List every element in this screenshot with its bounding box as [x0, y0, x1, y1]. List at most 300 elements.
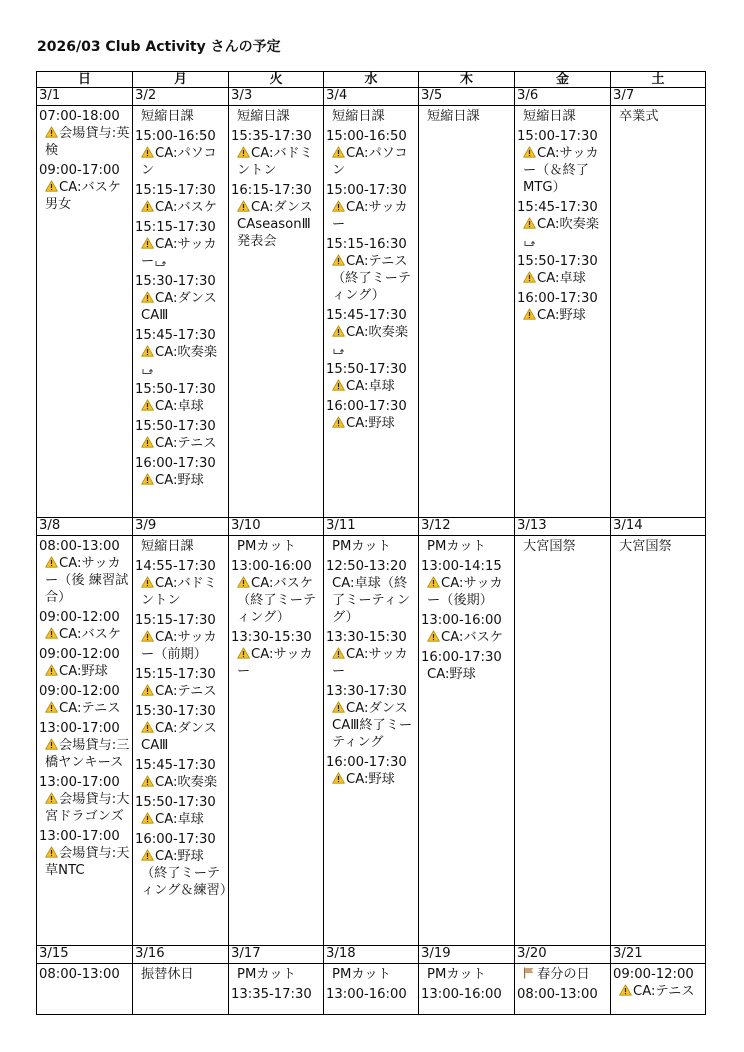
day-cell[interactable]: [133, 536, 234, 946]
calendar-event[interactable]: [135, 831, 234, 899]
event-detail: [326, 575, 417, 626]
day-note-text: 短縮日課: [237, 109, 290, 124]
calendar-event[interactable]: [326, 307, 417, 358]
event-detail: [135, 811, 227, 828]
event-detail: [231, 199, 322, 250]
repeat-icon: [523, 236, 535, 246]
event-detail: [421, 666, 513, 683]
warning-icon: [523, 271, 536, 283]
event-detail: [39, 626, 131, 643]
event-detail: [231, 646, 322, 680]
calendar-event[interactable]: [135, 182, 227, 216]
warning-icon: [141, 291, 154, 303]
date-label[interactable]: 3/16: [133, 946, 229, 964]
date-label[interactable]: 3/15: [37, 946, 133, 964]
day-note-text: PMカット: [427, 967, 486, 982]
calendar-event[interactable]: [135, 757, 227, 791]
event-title: CA:サッカー（後期）: [427, 576, 503, 608]
event-title: CA:ダンスCAⅢ終了ミーティング: [332, 701, 413, 750]
event-detail: [326, 646, 417, 680]
warning-icon: [45, 126, 58, 138]
event-time: 13:00-17:00: [39, 829, 120, 844]
calendar-event[interactable]: [231, 182, 322, 250]
warning-icon: [237, 146, 250, 158]
warning-icon: [141, 812, 154, 824]
calendar-event[interactable]: [135, 703, 227, 754]
event-time: 16:00-17:30: [326, 755, 407, 770]
calendar-event[interactable]: [135, 327, 227, 378]
event-time: 08:00-13:00: [39, 539, 120, 554]
event-time: 13:00-16:00: [231, 559, 312, 574]
calendar-event[interactable]: [326, 558, 417, 626]
event-time: 15:35-17:30: [231, 129, 312, 144]
calendar-event[interactable]: [326, 361, 417, 395]
event-detail: [135, 236, 227, 270]
warning-icon: [141, 237, 154, 249]
event-detail: [135, 720, 227, 754]
event-detail: [517, 216, 609, 250]
month-calendar: [36, 71, 706, 1015]
calendar-event[interactable]: [326, 398, 417, 432]
event-time: 12:50-13:20: [326, 559, 407, 574]
date-label[interactable]: 3/17: [229, 946, 324, 964]
event-time: 15:50-17:30: [135, 795, 216, 810]
calendar-event[interactable]: [39, 774, 131, 825]
event-detail: [39, 791, 131, 825]
event-time: 16:00-17:30: [421, 650, 502, 665]
day-note-text: 卒業式: [619, 109, 659, 124]
date-label[interactable]: 3/5: [419, 88, 515, 106]
event-title: CA:吹奏楽: [155, 345, 218, 360]
event-detail: [135, 344, 227, 378]
event-title: CA:野球: [427, 667, 476, 682]
event-title: CA:サッカー（前期）: [141, 630, 217, 662]
calendar-event[interactable]: [39, 683, 131, 717]
event-time: 13:00-16:00: [326, 987, 407, 1002]
day-note[interactable]: [421, 538, 513, 555]
calendar-event[interactable]: [135, 381, 227, 415]
warning-icon: [141, 849, 154, 861]
warning-icon: [45, 738, 58, 750]
event-time: 13:30-15:30: [231, 630, 312, 645]
event-time: 08:00-13:00: [39, 967, 120, 982]
calendar-event[interactable]: [517, 290, 609, 324]
event-time: 13:00-17:00: [39, 721, 120, 736]
event-detail: [135, 199, 227, 216]
event-time: 09:00-12:00: [39, 610, 120, 625]
day-note-text: PMカット: [237, 539, 296, 554]
event-title: CA:卓球: [537, 271, 586, 286]
event-time: 13:00-16:00: [421, 613, 502, 628]
day-note-text: 大宮国祭: [523, 539, 576, 554]
day-note-text: PMカット: [427, 539, 486, 554]
day-note[interactable]: [135, 108, 227, 125]
event-detail: [135, 472, 227, 489]
event-time: 15:45-17:30: [326, 308, 407, 323]
event-detail: [517, 270, 609, 287]
day-note[interactable]: [231, 108, 322, 125]
event-time: 15:50-17:30: [135, 382, 216, 397]
calendar-event[interactable]: [326, 236, 417, 304]
date-label[interactable]: 3/4: [324, 88, 419, 106]
date-label[interactable]: 3/1: [37, 88, 133, 106]
day-note[interactable]: [135, 538, 227, 555]
calendar-event[interactable]: [39, 966, 131, 983]
event-time: 08:00-13:00: [517, 987, 598, 1002]
warning-icon: [141, 684, 154, 696]
date-label[interactable]: 3/12: [419, 518, 515, 536]
calendar-event[interactable]: [39, 646, 131, 680]
date-label[interactable]: 3/2: [133, 88, 229, 106]
event-detail: [135, 683, 227, 700]
event-title: CA:野球: [346, 772, 395, 787]
day-note-text: 短縮日課: [141, 539, 194, 554]
day-cell[interactable]: [419, 106, 515, 518]
calendar-event[interactable]: [135, 612, 227, 663]
calendar-event[interactable]: [231, 986, 322, 1003]
event-detail: [135, 145, 227, 179]
warning-icon: [332, 416, 345, 428]
date-row: [37, 518, 706, 536]
calendar-event[interactable]: [421, 558, 513, 609]
event-title: CA:卓球: [346, 379, 395, 394]
weekday-wed: 水: [324, 72, 419, 88]
event-detail: [517, 145, 609, 196]
event-title: CA:テニス: [633, 984, 695, 999]
event-time: 16:00-17:30: [135, 456, 216, 471]
event-title: CA:ダンスCAⅢ: [141, 721, 217, 753]
day-cell[interactable]: [37, 106, 133, 518]
calendar-event[interactable]: [39, 828, 131, 879]
weekday-thu: 木: [419, 72, 515, 88]
calendar-event[interactable]: [613, 966, 704, 1000]
day-cell[interactable]: [515, 106, 611, 518]
day-cell[interactable]: [419, 964, 515, 1015]
calendar-event[interactable]: [135, 794, 227, 828]
event-title: 会場貸与:三橋ヤンキース: [45, 738, 130, 770]
calendar-event[interactable]: [326, 754, 417, 788]
event-time: 13:00-14:15: [421, 559, 502, 574]
warning-icon: [332, 701, 345, 713]
warning-icon: [141, 146, 154, 158]
day-cell[interactable]: [611, 536, 706, 946]
calendar-event[interactable]: [421, 649, 513, 683]
calendar-event[interactable]: [135, 455, 227, 489]
event-title: 会場貸与:大宮ドラゴンズ: [45, 792, 130, 824]
event-detail: [613, 983, 704, 1000]
event-time: 16:15-17:30: [231, 183, 312, 198]
event-time: 13:00-17:00: [39, 775, 120, 790]
weekday-mon: 月: [133, 72, 229, 88]
event-detail: [326, 324, 417, 358]
event-time: 13:30-15:30: [326, 630, 407, 645]
warning-icon: [523, 217, 536, 229]
event-time: 15:50-17:30: [326, 362, 407, 377]
day-cell[interactable]: [229, 106, 324, 518]
event-title: CA:ダンスCAⅢ: [141, 291, 217, 323]
event-title: CA:卓球: [155, 812, 204, 827]
event-time: 15:15-16:30: [326, 237, 407, 252]
day-note-text: 短縮日課: [141, 109, 194, 124]
day-note-text: PMカット: [332, 539, 391, 554]
date-row: [37, 946, 706, 964]
event-title: CA:バドミントン: [141, 576, 217, 608]
event-title: CA:テニス: [59, 701, 121, 716]
day-note[interactable]: [326, 538, 417, 555]
event-detail: [326, 700, 417, 751]
event-time: 14:55-17:30: [135, 559, 216, 574]
calendar-event[interactable]: [39, 720, 131, 771]
calendar-event[interactable]: [231, 128, 322, 179]
day-note[interactable]: [613, 108, 704, 125]
calendar-event[interactable]: [39, 108, 131, 159]
week-row: [37, 536, 706, 946]
day-cell[interactable]: [611, 964, 706, 1015]
event-time: 16:00-17:30: [135, 832, 216, 847]
day-note-text: 短縮日課: [332, 109, 385, 124]
date-label[interactable]: 3/13: [515, 518, 611, 536]
date-label[interactable]: 3/8: [37, 518, 133, 536]
event-time: 15:45-17:30: [135, 758, 216, 773]
day-note-text: PMカット: [237, 967, 296, 982]
day-cell[interactable]: [515, 536, 611, 946]
event-title: CA:卓球（終了ミーティング）: [332, 576, 411, 625]
calendar-event[interactable]: [135, 219, 227, 270]
event-time: 13:30-17:30: [326, 684, 407, 699]
day-note-text: PMカット: [332, 967, 391, 982]
warning-icon: [427, 576, 440, 588]
day-note-text: 振替休日: [141, 967, 194, 982]
event-detail: [326, 415, 417, 432]
date-label[interactable]: 3/19: [419, 946, 515, 964]
event-title: CA:サッカー: [141, 237, 217, 269]
flag-icon: [523, 967, 535, 979]
date-label[interactable]: 3/14: [611, 518, 706, 536]
day-note[interactable]: [421, 966, 513, 983]
event-title: CA:サッカー: [332, 200, 408, 232]
warning-icon: [45, 846, 58, 858]
date-label[interactable]: 3/21: [611, 946, 706, 964]
calendar-event[interactable]: [39, 162, 131, 213]
weekday-tue: 火: [229, 72, 324, 88]
event-title: CA:野球（終了ミーティング＆練習）: [141, 849, 234, 898]
date-label[interactable]: 3/9: [133, 518, 229, 536]
event-detail: [135, 848, 234, 899]
day-cell[interactable]: [133, 106, 229, 518]
event-time: 15:00-16:50: [135, 129, 216, 144]
page-title: 2026/03 Club Activity さんの予定: [37, 39, 281, 55]
day-cell[interactable]: [229, 964, 324, 1015]
warning-icon: [523, 146, 536, 158]
warning-icon: [45, 627, 58, 639]
event-detail: [39, 845, 131, 879]
date-label[interactable]: 3/11: [324, 518, 419, 536]
event-time: 13:00-16:00: [421, 987, 502, 1002]
warning-icon: [141, 345, 154, 357]
event-time: 13:35-17:30: [231, 987, 312, 1002]
event-detail: [326, 378, 417, 395]
date-label[interactable]: 3/18: [324, 946, 419, 964]
warning-icon: [332, 254, 345, 266]
event-time: 16:00-17:30: [326, 399, 407, 414]
event-title: CA:テニス（終了ミーティング）: [332, 254, 412, 303]
event-title: CA:サッカー（後 練習試合）: [45, 556, 129, 605]
event-detail: [231, 145, 322, 179]
event-time: 15:30-17:30: [135, 704, 216, 719]
event-time: 15:45-17:30: [517, 200, 598, 215]
event-time: 15:45-17:30: [135, 328, 216, 343]
calendar-event[interactable]: [231, 558, 322, 626]
day-note[interactable]: [517, 538, 609, 555]
date-label[interactable]: 3/3: [229, 88, 324, 106]
event-title: CA:野球: [59, 664, 108, 679]
event-title: CA:パソコン: [141, 146, 217, 178]
event-detail: [421, 629, 513, 646]
warning-icon: [619, 984, 632, 996]
event-title: CA:卓球: [155, 399, 204, 414]
day-cell[interactable]: [324, 106, 419, 518]
event-title: CA:野球: [346, 416, 395, 431]
day-cell[interactable]: [37, 964, 133, 1015]
weekday-header-row: [37, 72, 706, 88]
calendar-event[interactable]: [326, 683, 417, 751]
warning-icon: [332, 325, 345, 337]
event-time: 15:00-16:50: [326, 129, 407, 144]
day-cell[interactable]: [324, 964, 419, 1015]
calendar-event[interactable]: [421, 612, 513, 646]
calendar-event[interactable]: [517, 253, 609, 287]
calendar-event[interactable]: [326, 629, 417, 680]
day-cell[interactable]: [419, 536, 515, 946]
event-detail: [135, 398, 227, 415]
event-time: 15:50-17:30: [135, 419, 216, 434]
warning-icon: [332, 379, 345, 391]
week-row: [37, 106, 706, 518]
calendar-event[interactable]: [39, 538, 131, 606]
event-detail: [135, 290, 227, 324]
date-label[interactable]: 3/20: [515, 946, 611, 964]
day-note[interactable]: [326, 966, 417, 983]
warning-icon: [141, 721, 154, 733]
warning-icon: [237, 576, 250, 588]
calendar-event[interactable]: [135, 558, 227, 609]
warning-icon: [237, 647, 250, 659]
day-note[interactable]: [135, 966, 227, 983]
event-time: 09:00-17:00: [39, 163, 120, 178]
day-note[interactable]: [421, 108, 513, 125]
day-note[interactable]: [517, 108, 609, 125]
weekday-fri: 金: [515, 72, 611, 88]
day-cell[interactable]: [611, 106, 706, 518]
day-note[interactable]: [231, 966, 322, 983]
event-title: CA:吹奏楽: [537, 217, 600, 232]
day-cell[interactable]: [324, 536, 419, 946]
day-note[interactable]: [613, 538, 704, 555]
warning-icon: [332, 647, 345, 659]
week-row: [37, 964, 706, 1015]
day-note[interactable]: [326, 108, 417, 125]
warning-icon: [141, 200, 154, 212]
repeat-icon: [332, 344, 344, 354]
event-detail: [39, 125, 131, 159]
date-label[interactable]: 3/6: [515, 88, 611, 106]
event-detail: [135, 435, 227, 452]
event-detail: [326, 253, 417, 304]
event-title: CA:テニス: [155, 684, 217, 699]
calendar-event[interactable]: [326, 182, 417, 233]
day-note-text: 短縮日課: [523, 109, 576, 124]
warning-icon: [141, 399, 154, 411]
date-label[interactable]: 3/7: [611, 88, 706, 106]
event-time: 09:00-12:00: [39, 684, 120, 699]
event-title: CA:野球: [155, 473, 204, 488]
event-title: CA:バスケ男女: [45, 180, 122, 212]
date-label[interactable]: 3/10: [229, 518, 324, 536]
event-time: 09:00-12:00: [613, 967, 694, 982]
event-detail: [135, 629, 227, 663]
event-title: CA:サッカー: [332, 647, 408, 679]
warning-icon: [141, 436, 154, 448]
warning-icon: [332, 146, 345, 158]
event-time: 15:00-17:30: [517, 129, 598, 144]
event-detail: [326, 145, 417, 179]
calendar-event[interactable]: [517, 199, 609, 250]
day-cell[interactable]: [37, 536, 133, 946]
event-time: 15:50-17:30: [517, 254, 598, 269]
calendar-event[interactable]: [135, 666, 227, 700]
calendar-event[interactable]: [326, 986, 417, 1003]
warning-icon: [141, 630, 154, 642]
day-note-text: 春分の日: [537, 967, 590, 982]
calendar-event[interactable]: [39, 609, 131, 643]
event-title: CA:サッカー（＆終了MTG）: [523, 146, 599, 195]
day-note-text: 短縮日課: [427, 109, 480, 124]
event-title: CA:パソコン: [332, 146, 408, 178]
weekday-sun: 日: [37, 72, 133, 88]
event-time: 15:15-17:30: [135, 667, 216, 682]
calendar-event[interactable]: [231, 629, 322, 680]
warning-icon: [45, 792, 58, 804]
warning-icon: [45, 701, 58, 713]
event-time: 15:15-17:30: [135, 613, 216, 628]
calendar-event[interactable]: [326, 128, 417, 179]
calendar-event[interactable]: [517, 986, 609, 1003]
repeat-icon: [141, 364, 153, 374]
day-cell[interactable]: [229, 536, 324, 946]
event-title: CA:バスケ（終了ミーティング）: [237, 576, 317, 625]
calendar-event[interactable]: [517, 128, 609, 196]
day-cell[interactable]: [515, 964, 611, 1015]
calendar-event[interactable]: [421, 986, 513, 1003]
event-detail: [39, 179, 131, 213]
event-title: CA:吹奏楽: [346, 325, 409, 340]
repeat-icon: [154, 256, 166, 266]
day-note[interactable]: [231, 538, 322, 555]
warning-icon: [45, 180, 58, 192]
event-detail: [517, 307, 609, 324]
day-cell[interactable]: [133, 964, 229, 1015]
day-note[interactable]: [517, 966, 609, 983]
event-time: 07:00-18:00: [39, 109, 120, 124]
event-detail: [135, 774, 227, 791]
weekday-sat: 土: [611, 72, 706, 88]
event-time: 15:30-17:30: [135, 274, 216, 289]
calendar-event[interactable]: [135, 273, 227, 324]
calendar-event[interactable]: [135, 418, 227, 452]
calendar-event[interactable]: [135, 128, 227, 179]
warning-icon: [237, 200, 250, 212]
event-title: CA:吹奏楽: [155, 775, 218, 790]
